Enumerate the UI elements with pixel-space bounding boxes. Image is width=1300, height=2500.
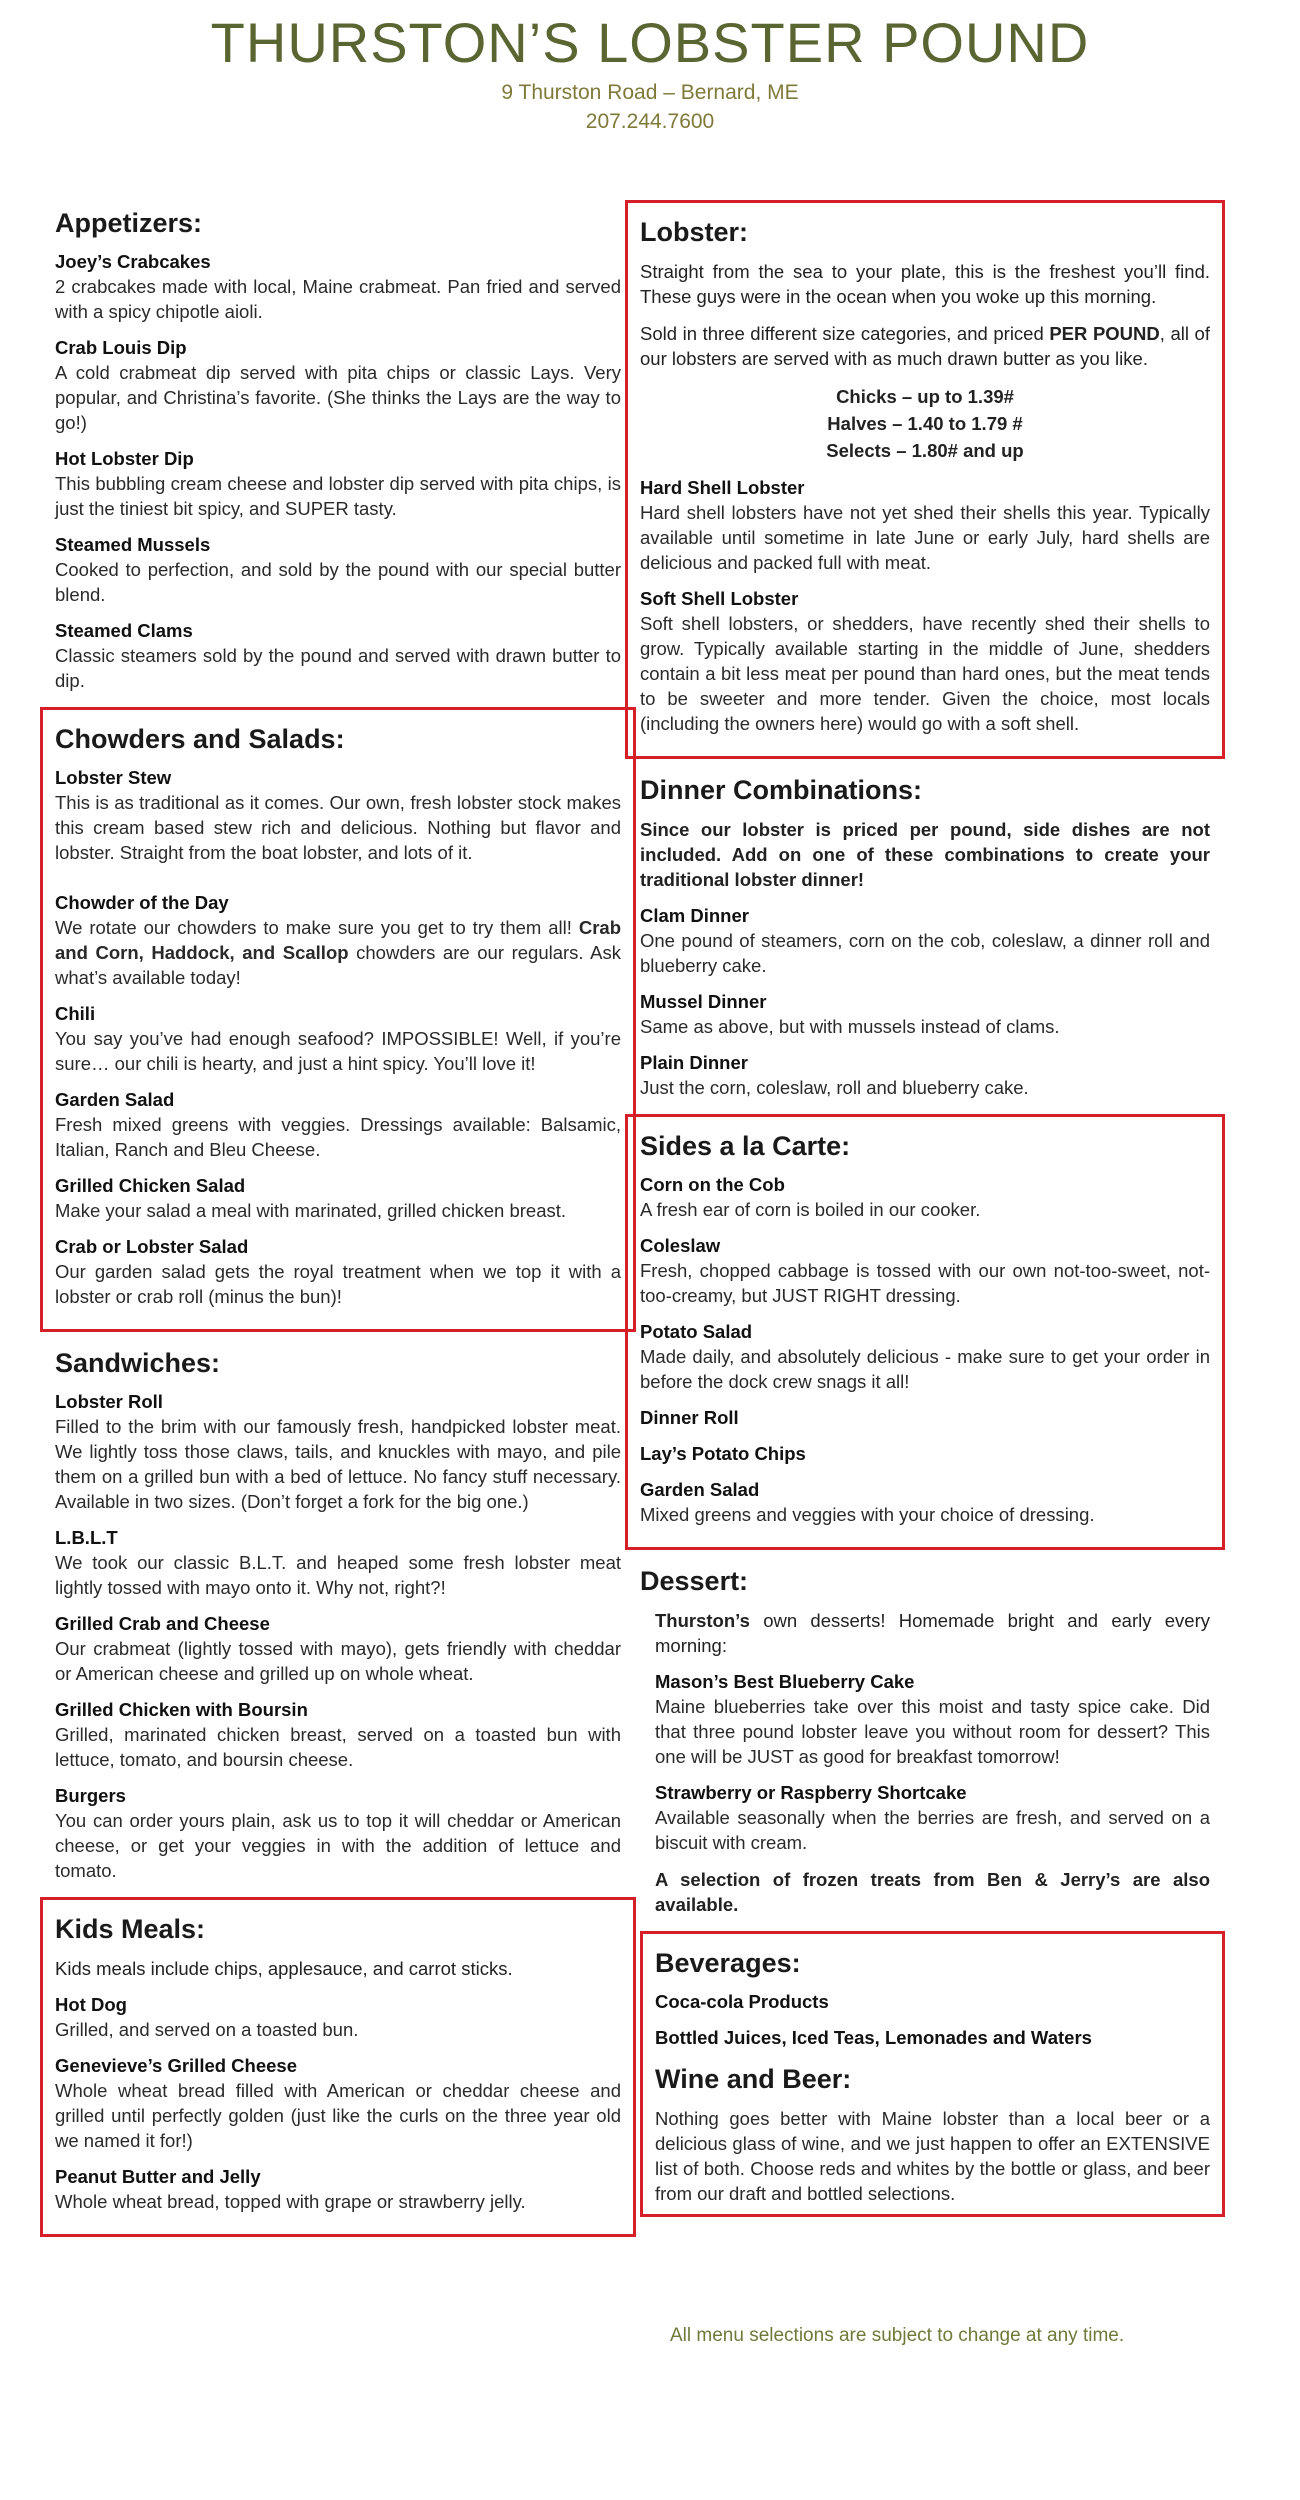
lobster-pricing [640,321,1210,371]
chowders-salads-section [40,707,636,1332]
per-pound-label: PER POUND [1049,323,1160,344]
item-name: Clam Dinner [640,905,749,926]
size-selects: Selects – 1.80# and up [826,440,1024,461]
item-name: Steamed Mussels [55,534,211,555]
item-name: Mason’s Best Blueberry Cake [655,1671,915,1692]
item-description: A fresh ear of corn is boiled in our cooker. [640,1199,981,1220]
item-description [55,915,621,990]
menu-item [640,1442,1210,1466]
menu-item [55,1174,621,1223]
item-name: Hot Dog [55,1994,127,2015]
item-name: Chili [55,1003,96,1024]
item-description: Make your salad a meal with marinated, grilled chicken breast. [55,1200,567,1221]
dessert-body [640,1608,1210,1917]
menu-item [55,1993,621,2042]
item-name: Genevieve’s Grilled Cheese [55,2055,297,2076]
menu-item [640,587,1210,736]
menu-item [55,619,621,693]
menu-item [55,1390,621,1514]
item-name: Crab or Lobster Salad [55,1236,249,1257]
item-name: Steamed Clams [55,620,193,641]
menu-item [55,1235,621,1309]
menu-item [640,904,1210,978]
item-name: Dinner Roll [640,1407,739,1428]
item-description: Fresh mixed greens with veggies. Dressings available: Balsamic, Italian, Ranch and Bleu Cheese. [55,1114,621,1160]
size-halves: Halves – 1.40 to 1.79 # [827,413,1023,434]
menu-item [55,250,621,324]
section-title: Beverages: [655,1948,801,1978]
item-description-text: We rotate our chowders to make sure you get to try them all! [55,917,572,938]
menu-item [55,1002,621,1076]
item-name: Chowder of the Day [55,892,229,913]
section-title: Sides a la Carte: [640,1131,851,1161]
kids-intro: Kids meals include chips, applesauce, and carrot sticks. [55,1958,513,1979]
item-description: Cooked to perfection, and sold by the pound with our special butter blend. [55,559,621,605]
item-name: Potato Salad [640,1321,753,1342]
item-name: Soft Shell Lobster [640,588,799,609]
item-name: Lobster Roll [55,1391,163,1412]
item-description: Available seasonally when the berries are fresh, and served on a biscuit with cream. [655,1807,1210,1853]
item-description: Hard shell lobsters have not yet shed their shells this year. Typically available until sometime in late June or early July, hard shells are delicious and packed full with meat. [640,502,1210,573]
item-name: Mussel Dinner [640,991,767,1012]
kids-meals-section [40,1897,636,2237]
item-description: Same as above, but with mussels instead of clams. [640,1016,1060,1037]
item-name: Crab Louis Dip [55,337,187,358]
menu-item [640,1051,1210,1100]
wine-beer-title: Wine and Beer: [655,2064,852,2094]
item-description: You can order yours plain, ask us to top it will cheddar or American cheese, or get your veggies in with the addition of lettuce and tomato. [55,1810,621,1881]
menu-item [640,1478,1210,1527]
item-name: Garden Salad [55,1089,175,1110]
lobster-intro: Straight from the sea to your plate, this is the freshest you’ll find. These guys were in the ocean when you woke up this morning. [640,261,1210,307]
section-title: Sandwiches: [55,1348,221,1378]
section-title: Appetizers: [55,208,203,238]
dinner-combinations-section [640,773,1210,1100]
restaurant-address: 9 Thurston Road – Bernard, ME [501,81,799,104]
menu-item [55,447,621,521]
item-description: One pound of steamers, corn on the cob, coleslaw, a dinner roll and blueberry cake. [640,930,1210,976]
item-description: Classic steamers sold by the pound and served with drawn butter to dip. [55,645,621,691]
section-title: Chowders and Salads: [55,724,345,754]
section-title: Dinner Combinations: [640,775,922,805]
menu-item [655,1781,1210,1855]
item-name: Bottled Juices, Iced Teas, Lemonades and Waters [655,2027,1092,2048]
dessert-section [640,1564,1210,1917]
lobster-pricing-text: , all of our lobsters are served with as much drawn butter as you like. [640,323,1210,369]
restaurant-title: THURSTON’S LOBSTER POUND [210,11,1090,74]
item-name: Hard Shell Lobster [640,477,805,498]
wine-beer-description: Nothing goes better with Maine lobster than a local beer or a delicious glass of wine, and we just happen to offer an EXTENSIVE list of both. Choose reds and whites by the bottle or glass, and beer from our draft and bottled selections. [655,2108,1210,2204]
item-description: This bubbling cream cheese and lobster dip served with pita chips, is just the tiniest bit spicy, and SUPER tasty. [55,473,621,519]
item-name: Hot Lobster Dip [55,448,194,469]
menu-item [55,1698,621,1772]
menu-item [55,1612,621,1686]
menu-item [640,476,1210,575]
dessert-intro-bold: Thurston’s [655,1610,750,1631]
beverages-section [640,1931,1225,2217]
dessert-note: A selection of frozen treats from Ben & Jerry’s are also available. [655,1869,1210,1915]
size-chicks: Chicks – up to 1.39# [836,386,1014,407]
item-name: Grilled Chicken with Boursin [55,1699,308,1720]
item-name: Coleslaw [640,1235,721,1256]
item-name: L.B.L.T [55,1527,118,1548]
item-name: Joey’s Crabcakes [55,251,211,272]
item-name: Corn on the Cob [640,1174,785,1195]
item-description: Fresh, chopped cabbage is tossed with our own not-too-sweet, not-too-creamy, but JUST RIGHT dressing. [640,1260,1210,1306]
menu-item [55,1526,621,1600]
item-name: Peanut Butter and Jelly [55,2166,261,2187]
menu-footer-note: All menu selections are subject to change at any time. [670,2325,1125,2346]
sandwiches-section [55,1346,621,1883]
item-description: Mixed greens and veggies with your choice of dressing. [640,1504,1095,1525]
menu-item [55,766,621,865]
section-title: Kids Meals: [55,1914,206,1944]
menu-item [655,2026,1210,2050]
item-description: Grilled, and served on a toasted bun. [55,2019,359,2040]
item-description: Grilled, marinated chicken breast, served on a toasted bun with lettuce, tomato, and boursin cheese. [55,1724,621,1770]
menu-item [655,1670,1210,1769]
item-name: Lobster Stew [55,767,172,788]
lobster-size-list [640,383,1210,464]
item-name: Plain Dinner [640,1052,748,1073]
right-column [640,200,1210,2231]
spacer [55,877,621,891]
item-name: Burgers [55,1785,126,1806]
menu-item [55,533,621,607]
menu-item [55,891,621,990]
item-description: Whole wheat bread, topped with grape or strawberry jelly. [55,2191,526,2212]
item-description: Maine blueberries take over this moist and tasty spice cake. Did that three pound lobster leave you without room for dessert? This one will be JUST as good for breakfast tomorrow! [655,1696,1210,1767]
lobster-pricing-text: Sold in three different size categories, and priced [640,323,1050,344]
item-name: Grilled Crab and Cheese [55,1613,270,1634]
item-description: Just the corn, coleslaw, roll and blueberry cake. [640,1077,1029,1098]
item-description: Our garden salad gets the royal treatment when we top it with a lobster or crab roll (minus the bun)! [55,1261,621,1307]
item-description: Made daily, and absolutely delicious - make sure to get your order in before the dock crew snags it all! [640,1346,1210,1392]
chowder-regulars: Crab and Corn, Haddock, and Scallop [55,917,622,963]
item-name: Grilled Chicken Salad [55,1175,246,1196]
menu-header [0,8,1300,136]
menu-item [640,1234,1210,1308]
menu-item [55,2165,621,2214]
menu-item [55,1088,621,1162]
appetizers-section [55,206,621,693]
item-description: 2 crabcakes made with local, Maine crabmeat. Pan fried and served with a spicy chipotle aioli. [55,276,621,322]
lobster-section [625,200,1225,759]
restaurant-phone: 207.244.7600 [585,110,715,133]
dinner-intro: Since our lobster is priced per pound, side dishes are not included. Add on one of these combinations to create your traditional lobster dinner! [640,819,1210,890]
menu-item [55,1784,621,1883]
item-description: We took our classic B.L.T. and heaped some fresh lobster meat lightly tossed with mayo onto it. Why not, right?! [55,1552,621,1598]
left-column [55,200,621,2251]
item-description: Filled to the brim with our famously fresh, handpicked lobster meat. We lightly toss those claws, tails, and knuckles with mayo, and pile them on a grilled bun with a bed of lettuce. No fancy stuff necessary. Available in two sizes. (Don’t forget a fork for the big one.) [55,1416,621,1512]
item-description: Soft shell lobsters, or shedders, have recently shed their shells to grow. Typically available starting in the middle of June, shedders contain a bit less meat per pound than hard ones, but the meat tends to be sweeter and more tender. Given the choice, most locals (including the owners here) would go with a soft shell. [640,613,1210,734]
menu-item [640,1320,1210,1394]
sides-section [625,1114,1225,1550]
section-title: Lobster: [640,217,748,247]
menu-item [55,2054,621,2153]
menu-item [640,1173,1210,1222]
item-name: Strawberry or Raspberry Shortcake [655,1782,967,1803]
menu-item [55,336,621,435]
item-description: Our crabmeat (lightly tossed with mayo), gets friendly with cheddar or American cheese and grilled up on whole wheat. [55,1638,621,1684]
item-name: Garden Salad [640,1479,760,1500]
section-title: Dessert: [640,1566,749,1596]
item-description: You say you’ve had enough seafood? IMPOSSIBLE! Well, if you’re sure… our chili is hearty, and just a hint spicy. You’ll love it! [55,1028,621,1074]
item-name: Lay’s Potato Chips [640,1443,806,1464]
item-description: A cold crabmeat dip served with pita chips or classic Lays. Very popular, and Christina’s favorite. (She thinks the Lays are the way to go!) [55,362,621,433]
menu-item [655,1990,1210,2014]
item-description: Whole wheat bread filled with American or cheddar cheese and grilled until perfectly golden (just like the curls on the three year old we named it for!) [55,2080,621,2151]
item-description: This is as traditional as it comes. Our own, fresh lobster stock makes this cream based stew rich and delicious. Nothing but flavor and lobster. Straight from the boat lobster, and lots of it. [55,792,621,863]
dessert-intro-text: own desserts! Homemade bright and early every morning: [655,1610,1210,1656]
menu-item [640,990,1210,1039]
item-name: Coca-cola Products [655,1991,829,2012]
menu-item [640,1406,1210,1430]
dessert-intro [655,1608,1210,1658]
item-description-text: chowders are our regulars. Ask what’s available today! [55,942,621,988]
